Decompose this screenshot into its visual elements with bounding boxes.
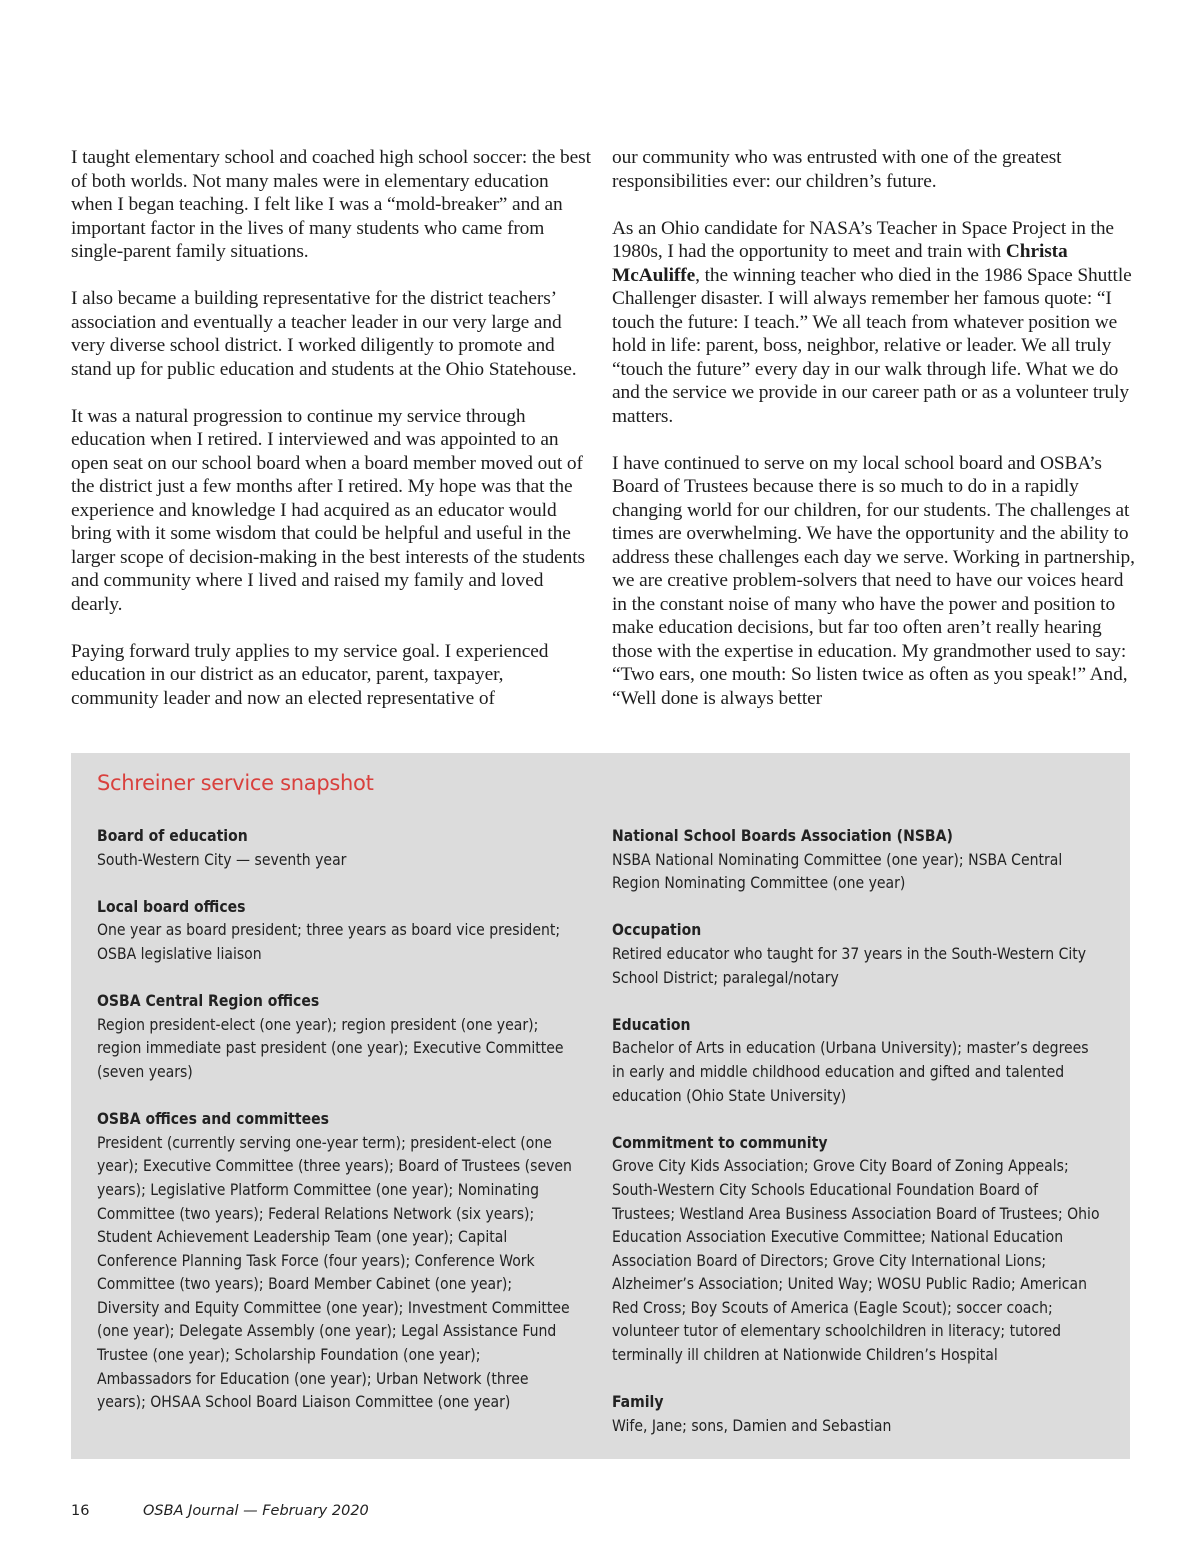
section-text: Bachelor of Arts in education (Urbana University); master’s degrees in early and middle childhood education and gifted and talented education (Ohio State University): [612, 1039, 1089, 1105]
section-heading: OSBA offices and committees: [97, 1110, 329, 1129]
publication-title: OSBA Journal — February 2020: [143, 1503, 369, 1519]
section-heading: OSBA Central Region offices: [97, 992, 320, 1011]
article-paragraph: It was a natural progression to continue my service through education when I retired. I interviewed and was appointed to an open seat on our school board when a board member moved out of the district just a few months after I retired. My hope was that the experience and knowledge I had acquired as an educator would bring with it some wisdom that could be helpful and useful in the larger scope of decision-making in the best interests of the students and community where I lived and raised my family and loved dearly.: [71, 405, 586, 615]
section-text: One year as board president; three years as board vice president; OSBA legislative liaison: [97, 921, 561, 963]
snapshot-section: [612, 919, 1104, 990]
snapshot-section: [612, 1014, 1104, 1108]
snapshot-section: [97, 1108, 575, 1415]
snapshot-section: [612, 1391, 1104, 1438]
snapshot-section: [97, 825, 575, 872]
article-paragraph: I taught elementary school and coached high school soccer: the best of both worlds. Not many males were in elementary education when I began teaching. I felt like I was a “mold-breaker” and an important factor in the lives of many students who came from single-parent family situations.: [71, 147, 591, 262]
snapshot-section: [97, 896, 575, 967]
section-text: NSBA National Nominating Committee (one year); NSBA Central Region Nominating Committee (one year): [612, 850, 1063, 893]
article-paragraph: [612, 217, 1136, 429]
section-text: Grove City Kids Association; Grove City Board of Zoning Appeals; South-Western City Schools Educational Foundation Board of Trustees; Westland Area Business Association Board of Trustees; Ohio Education Association Executive Committee; National Education Association Board of Directors; Grove City International Lions; Alzheimer’s Association; United Way; WOSU Public Radio; American Red Cross; Boy Scouts of America (Eagle Scout); soccer coach; volunteer tutor of elementary schoolchildren in literacy; tutored terminally ill children at Nationwide Children’s Hospital: [612, 1157, 1100, 1365]
snapshot-section: [612, 1132, 1104, 1368]
bold-name: Christa McAuliffe: [612, 241, 1068, 286]
section-text: Retired educator who taught for 37 years in the South-Western City School District; paralegal/notary: [612, 944, 1087, 987]
article-paragraph: I have continued to serve on my local school board and OSBA’s Board of Trustees because there is so much to do in a rapidly changing world for our children, for our students. The challenges at times are overwhelming. We have the opportunity and the ability to address these challenges each day we serve. Working in partnership, we are creative problem-solvers that need to have our voices heard in the constant noise of many who have the power and position to make education decisions, but far too often aren’t really hearing those with the expertise in education. My grandmother used to say: “Two ears, one mouth: So listen twice as often as you speak!” And, “Well done is always better: [612, 452, 1135, 709]
section-heading: Local board offices: [97, 897, 246, 916]
section-text: Wife, Jane; sons, Damien and Sebastian: [612, 1416, 892, 1435]
article-paragraph: I also became a building representative for the district teachers’ association and eventually a teacher leader in our very large and very diverse school district. I worked diligently to promote and stand up for public education and students at the Ohio Statehouse.: [71, 288, 577, 380]
section-text: Region president-elect (one year); region president (one year); region immediate past president (one year); Executive Committee (seven years): [97, 1015, 564, 1081]
section-heading: Board of education: [97, 827, 248, 845]
snapshot-left-column: [97, 825, 575, 1438]
snapshot-section: [97, 990, 575, 1084]
article-paragraph: Paying forward truly applies to my service goal. I experienced education in our district as an educator, parent, taxpayer, community leader and now an elected representative of: [71, 640, 549, 709]
section-heading: Occupation: [612, 921, 702, 940]
snapshot-section: [612, 825, 1104, 896]
article-left-column: [71, 146, 593, 710]
section-heading: Commitment to community: [612, 1133, 828, 1152]
paragraph-text: As an Ohio candidate for NASA’s Teacher in Space Project in the 1980s, I had the opportunity to meet and train with: [612, 217, 1114, 262]
section-text: President (currently serving one-year term); president-elect (one year); Executive Committee (three years); Board of Trustees (seven years); Legislative Platform Committee (one year); Nominating Committee (two years); Federal Relations Network (six years); Student Achievement Leadership Team (one year); Capital Conference Planning Task Force (four years); Conference Work Committee (two years); Board Member Cabinet (one year); Diversity and Equity Committee (one year); Investment Committee (one year); Delegate Assembly (one year); Legal Assistance Fund Trustee (one year); Scholarship Foundation (one year); Ambassadors for Education (one year); Urban Network (three years); OHSAA School Board Liaison Committee (one year): [97, 1133, 572, 1412]
snapshot-title: Schreiner service snapshot: [97, 771, 374, 795]
article-paragraph: our community who was entrusted with one of the greatest responsibilities ever: our children’s future.: [612, 147, 1062, 192]
paragraph-text: , the winning teacher who died in the 1986 Space Shuttle Challenger disaster. I will always remember her famous quote: “I touch the future: I teach.” We all teach from whatever position we hold in life: parent, boss, neighbor, relative or leader. We all truly “touch the future” every day in our walk through life. What we do and the service we provide in our career path or as a volunteer truly matters.: [612, 264, 1132, 427]
section-heading: Family: [612, 1393, 664, 1412]
page-footer: [71, 1503, 369, 1519]
service-snapshot-box: [71, 753, 1130, 1459]
article-right-column: [612, 146, 1136, 710]
section-heading: Education: [612, 1015, 691, 1034]
section-text: South-Western City — seventh year: [97, 850, 347, 869]
page-number: 16: [71, 1503, 90, 1519]
snapshot-right-column: [612, 825, 1104, 1462]
section-heading: National School Boards Association (NSBA): [612, 827, 953, 845]
